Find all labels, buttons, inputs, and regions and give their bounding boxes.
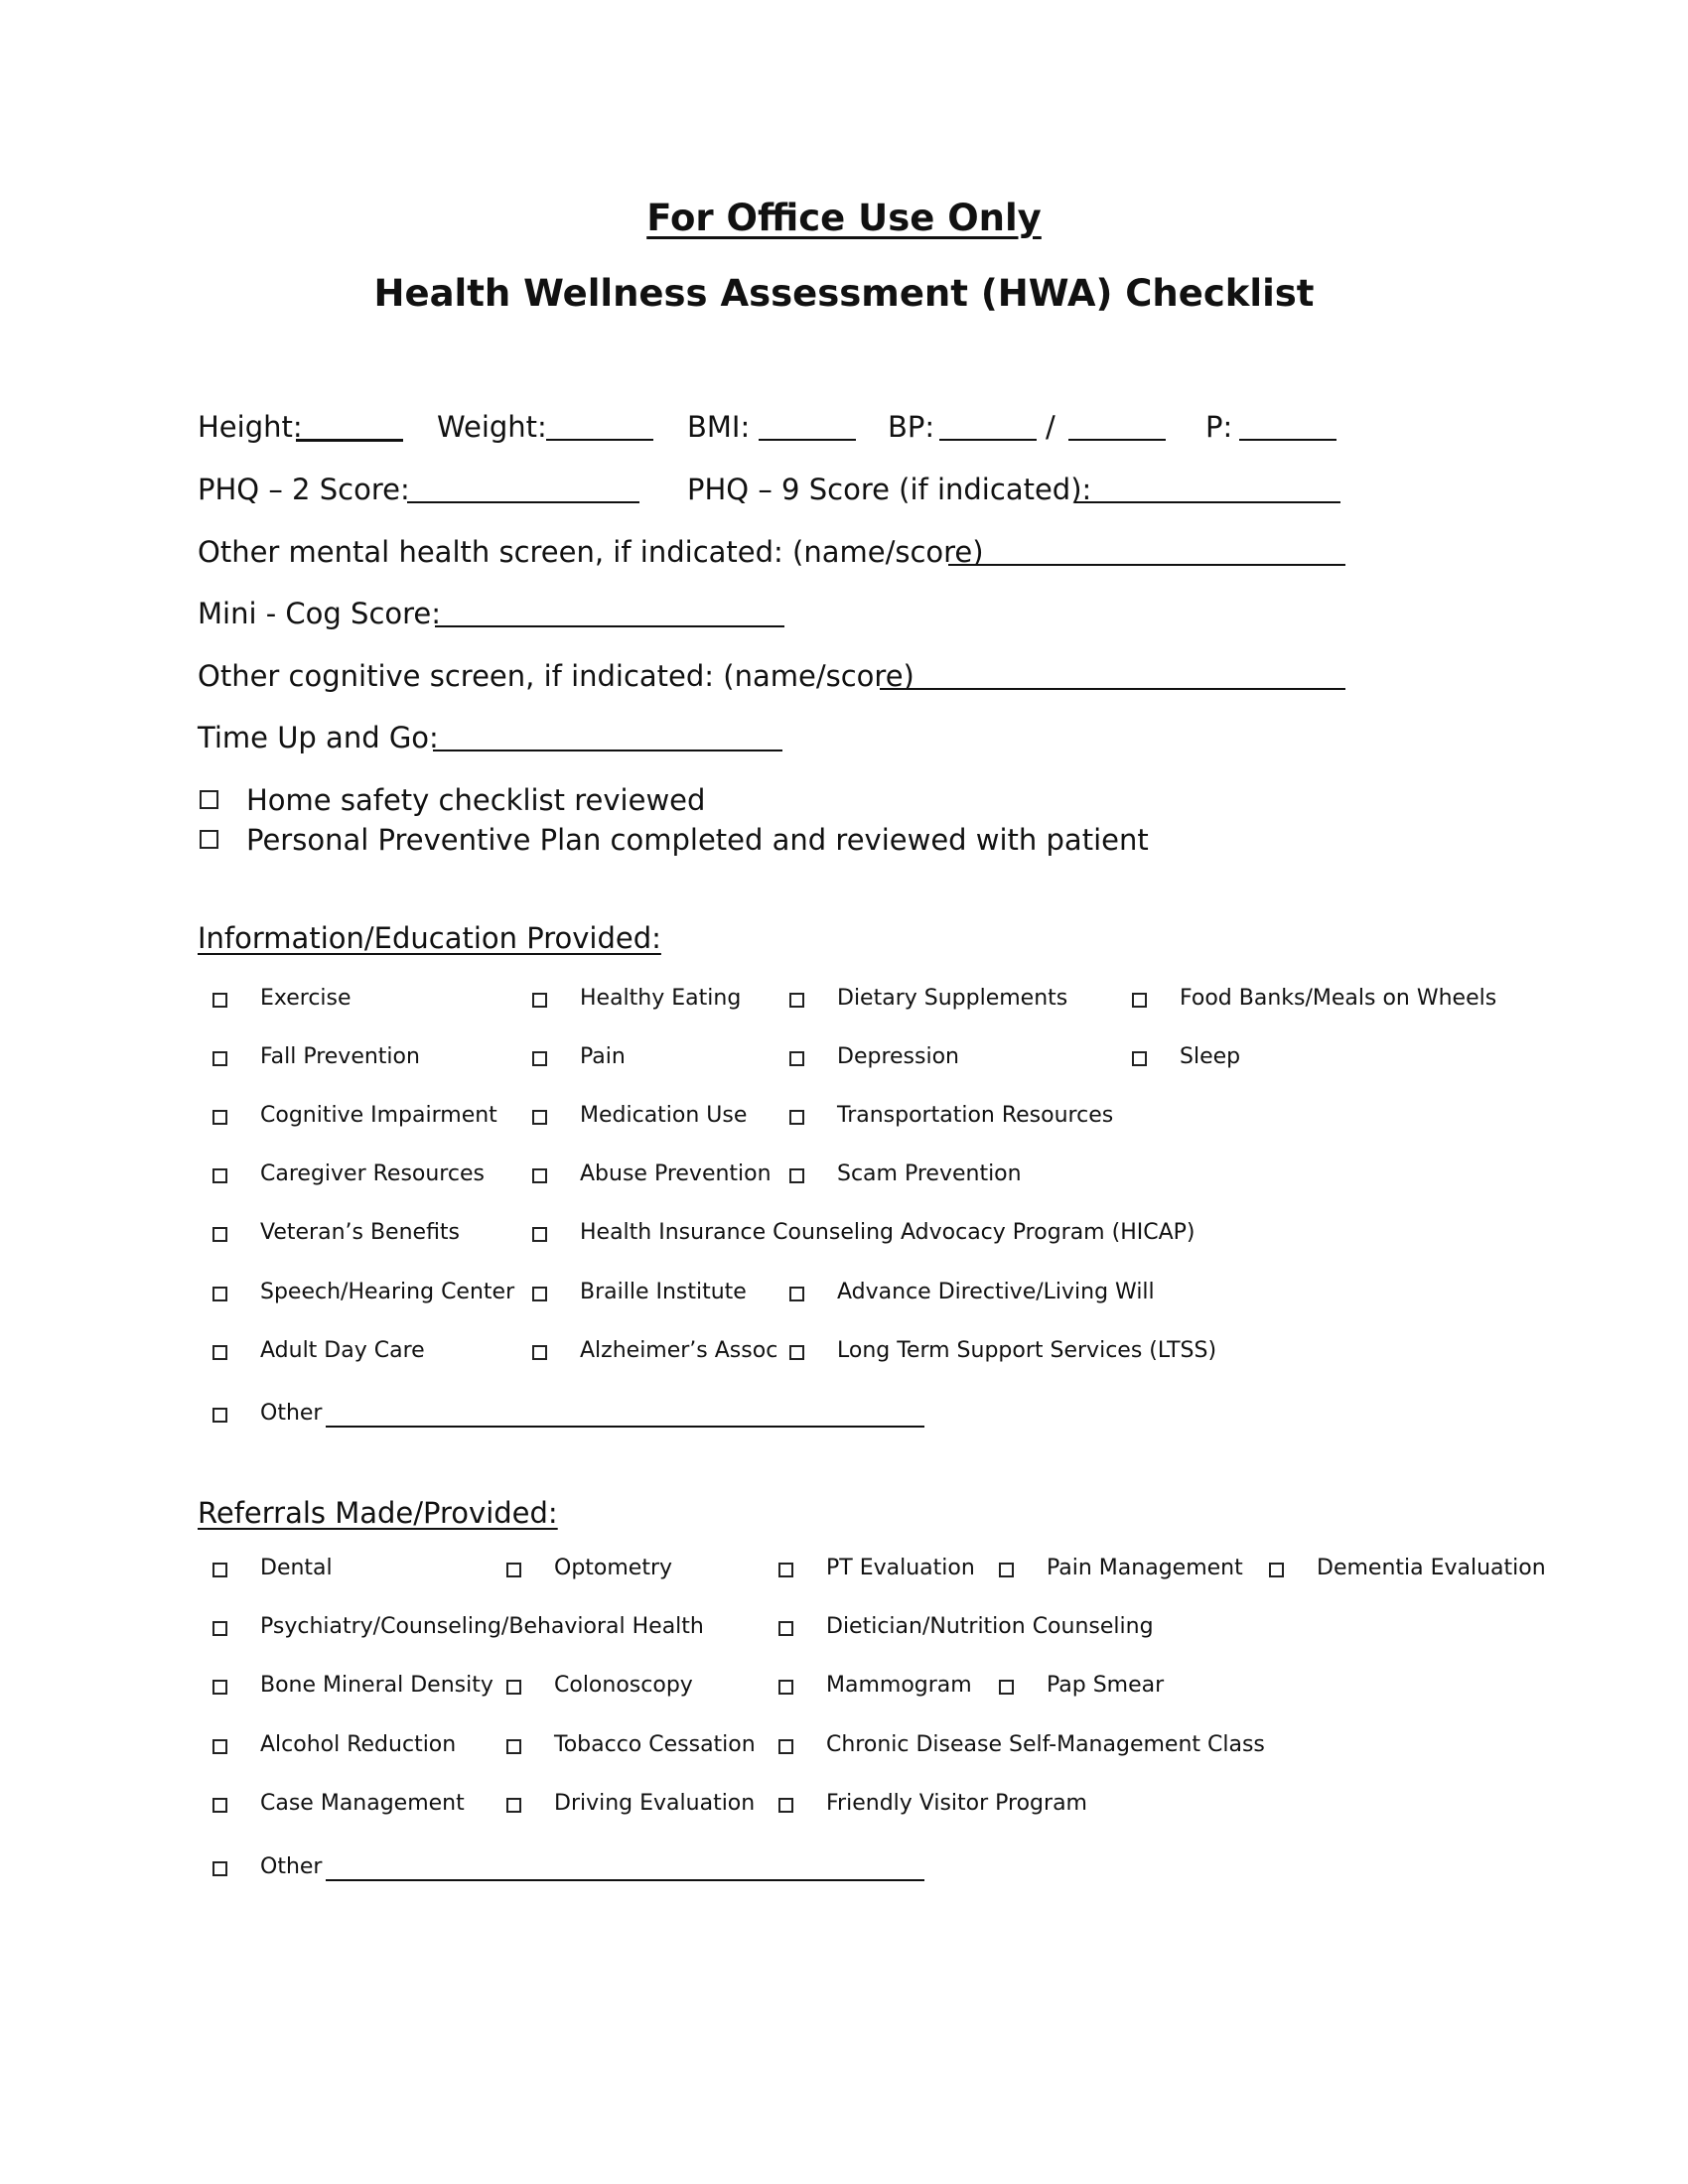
other-mental-label: Other mental health screen, if indicated: (name/score) xyxy=(198,535,984,569)
minicog-field[interactable] xyxy=(435,625,784,627)
education-checkbox-alzheimer-s-assoc[interactable] xyxy=(532,1345,547,1360)
education-label-long-term-support-services-ltss: Long Term Support Services (LTSS) xyxy=(837,1338,1217,1363)
education-label-veteran-s-benefits: Veteran’s Benefits xyxy=(260,1220,461,1245)
minicog-label: Mini - Cog Score: xyxy=(198,597,442,630)
education-checkbox-adult-day-care[interactable] xyxy=(212,1345,227,1360)
referral-checkbox-dental[interactable] xyxy=(212,1563,227,1577)
referral-label-dietician-nutrition-counseling: Dietician/Nutrition Counseling xyxy=(826,1614,1154,1639)
education-checkbox-speech-hearing-center[interactable] xyxy=(212,1287,227,1301)
phq9-field[interactable] xyxy=(1074,501,1340,503)
office-use-title: For Office Use Only xyxy=(646,197,1042,239)
education-other-label: Other xyxy=(260,1401,323,1426)
referral-checkbox-bone-mineral-density[interactable] xyxy=(212,1680,227,1695)
referrals-section-title: Referrals Made/Provided: xyxy=(198,1496,558,1530)
education-checkbox-exercise[interactable] xyxy=(212,993,227,1008)
pulse-label: P: xyxy=(1205,410,1233,444)
referral-label-bone-mineral-density: Bone Mineral Density xyxy=(260,1673,493,1698)
tug-field[interactable] xyxy=(433,750,782,751)
education-label-alzheimer-s-assoc: Alzheimer’s Assoc xyxy=(580,1338,778,1363)
education-label-abuse-prevention: Abuse Prevention xyxy=(580,1161,772,1186)
education-checkbox-dietary-supplements[interactable] xyxy=(789,993,804,1008)
education-checkbox-veteran-s-benefits[interactable] xyxy=(212,1227,227,1242)
referral-checkbox-friendly-visitor-program[interactable] xyxy=(778,1798,793,1813)
referral-checkbox-alcohol-reduction[interactable] xyxy=(212,1739,227,1754)
phq9-label: PHQ – 9 Score (if indicated): xyxy=(687,473,1092,506)
education-label-adult-day-care: Adult Day Care xyxy=(260,1338,425,1363)
other-cognitive-field[interactable] xyxy=(880,688,1345,690)
bp-systolic-field[interactable] xyxy=(939,439,1037,441)
home-safety-checkbox[interactable] xyxy=(200,790,218,809)
education-label-pain: Pain xyxy=(580,1044,626,1069)
referral-label-dementia-evaluation: Dementia Evaluation xyxy=(1317,1556,1546,1580)
phq2-label: PHQ – 2 Score: xyxy=(198,473,410,506)
preventive-plan-checkbox[interactable] xyxy=(200,830,218,849)
education-other-checkbox[interactable] xyxy=(212,1408,227,1423)
referral-label-driving-evaluation: Driving Evaluation xyxy=(554,1791,756,1816)
education-checkbox-scam-prevention[interactable] xyxy=(789,1168,804,1183)
other-mental-field[interactable] xyxy=(948,564,1345,566)
education-label-depression: Depression xyxy=(837,1044,959,1069)
bmi-label: BMI: xyxy=(687,410,751,444)
referral-checkbox-tobacco-cessation[interactable] xyxy=(506,1739,521,1754)
education-checkbox-fall-prevention[interactable] xyxy=(212,1051,227,1066)
education-other-field[interactable] xyxy=(326,1426,924,1428)
referral-other-checkbox[interactable] xyxy=(212,1861,227,1876)
form-title: Health Wellness Assessment (HWA) Checklist xyxy=(373,272,1315,315)
referral-checkbox-dietician-nutrition-counseling[interactable] xyxy=(778,1621,793,1636)
referral-label-chronic-disease-self-management-class: Chronic Disease Self-Management Class xyxy=(826,1732,1265,1757)
home-safety-label: Home safety checklist reviewed xyxy=(246,783,706,817)
referral-label-tobacco-cessation: Tobacco Cessation xyxy=(554,1732,756,1757)
education-checkbox-advance-directive-living-will[interactable] xyxy=(789,1287,804,1301)
education-label-advance-directive-living-will: Advance Directive/Living Will xyxy=(837,1280,1155,1304)
referral-checkbox-dementia-evaluation[interactable] xyxy=(1269,1563,1284,1577)
referral-checkbox-mammogram[interactable] xyxy=(778,1680,793,1695)
education-checkbox-abuse-prevention[interactable] xyxy=(532,1168,547,1183)
preventive-plan-label: Personal Preventive Plan completed and reviewed with patient xyxy=(246,823,1149,857)
bp-separator: / xyxy=(1046,410,1055,444)
pulse-field[interactable] xyxy=(1239,439,1336,441)
weight-label: Weight: xyxy=(437,410,547,444)
education-label-speech-hearing-center: Speech/Hearing Center xyxy=(260,1280,515,1304)
education-label-caregiver-resources: Caregiver Resources xyxy=(260,1161,485,1186)
referral-label-friendly-visitor-program: Friendly Visitor Program xyxy=(826,1791,1087,1816)
education-label-health-insurance-counseling-advocacy-program-hicap: Health Insurance Counseling Advocacy Program (HICAP) xyxy=(580,1220,1196,1245)
education-checkbox-transportation-resources[interactable] xyxy=(789,1110,804,1125)
education-label-transportation-resources: Transportation Resources xyxy=(837,1103,1114,1128)
tug-label: Time Up and Go: xyxy=(198,721,439,754)
referral-label-case-management: Case Management xyxy=(260,1791,465,1816)
bp-label: BP: xyxy=(888,410,935,444)
referral-label-psychiatry-counseling-behavioral-health: Psychiatry/Counseling/Behavioral Health xyxy=(260,1614,704,1639)
referral-other-label: Other xyxy=(260,1854,323,1879)
education-checkbox-braille-institute[interactable] xyxy=(532,1287,547,1301)
bmi-field[interactable] xyxy=(759,439,856,441)
weight-field[interactable] xyxy=(546,439,653,441)
other-cognitive-label: Other cognitive screen, if indicated: (name/score) xyxy=(198,659,914,693)
referral-label-dental: Dental xyxy=(260,1556,333,1580)
education-section-title: Information/Education Provided: xyxy=(198,921,661,955)
education-label-cognitive-impairment: Cognitive Impairment xyxy=(260,1103,497,1128)
referral-checkbox-chronic-disease-self-management-class[interactable] xyxy=(778,1739,793,1754)
education-checkbox-depression[interactable] xyxy=(789,1051,804,1066)
education-label-dietary-supplements: Dietary Supplements xyxy=(837,986,1068,1011)
referral-checkbox-pap-smear[interactable] xyxy=(999,1680,1014,1695)
height-label: Height: xyxy=(198,410,303,444)
referral-checkbox-driving-evaluation[interactable] xyxy=(506,1798,521,1813)
education-checkbox-healthy-eating[interactable] xyxy=(532,993,547,1008)
referral-label-optometry: Optometry xyxy=(554,1556,673,1580)
education-label-sleep: Sleep xyxy=(1180,1044,1241,1069)
referral-label-alcohol-reduction: Alcohol Reduction xyxy=(260,1732,457,1757)
education-label-food-banks-meals-on-wheels: Food Banks/Meals on Wheels xyxy=(1180,986,1497,1011)
referral-label-mammogram: Mammogram xyxy=(826,1673,972,1698)
referral-checkbox-colonoscopy[interactable] xyxy=(506,1680,521,1695)
referral-other-field[interactable] xyxy=(326,1879,924,1881)
education-checkbox-medication-use[interactable] xyxy=(532,1110,547,1125)
phq2-field[interactable] xyxy=(407,501,639,503)
education-checkbox-food-banks-meals-on-wheels[interactable] xyxy=(1132,993,1147,1008)
referral-checkbox-optometry[interactable] xyxy=(506,1563,521,1577)
education-label-medication-use: Medication Use xyxy=(580,1103,748,1128)
referral-checkbox-psychiatry-counseling-behavioral-health[interactable] xyxy=(212,1621,227,1636)
education-label-fall-prevention: Fall Prevention xyxy=(260,1044,420,1069)
bp-diastolic-field[interactable] xyxy=(1068,439,1166,441)
referral-label-pain-management: Pain Management xyxy=(1047,1556,1243,1580)
referral-label-colonoscopy: Colonoscopy xyxy=(554,1673,693,1698)
education-checkbox-pain[interactable] xyxy=(532,1051,547,1066)
referral-label-pt-evaluation: PT Evaluation xyxy=(826,1556,975,1580)
education-checkbox-caregiver-resources[interactable] xyxy=(212,1168,227,1183)
education-checkbox-health-insurance-counseling-advocacy-program-hicap[interactable] xyxy=(532,1227,547,1242)
education-label-exercise: Exercise xyxy=(260,986,352,1011)
education-checkbox-sleep[interactable] xyxy=(1132,1051,1147,1066)
education-label-braille-institute: Braille Institute xyxy=(580,1280,747,1304)
education-checkbox-cognitive-impairment[interactable] xyxy=(212,1110,227,1125)
education-label-scam-prevention: Scam Prevention xyxy=(837,1161,1022,1186)
referral-checkbox-pain-management[interactable] xyxy=(999,1563,1014,1577)
height-field[interactable] xyxy=(296,439,403,442)
referral-checkbox-pt-evaluation[interactable] xyxy=(778,1563,793,1577)
education-checkbox-long-term-support-services-ltss[interactable] xyxy=(789,1345,804,1360)
referral-checkbox-case-management[interactable] xyxy=(212,1798,227,1813)
referral-label-pap-smear: Pap Smear xyxy=(1047,1673,1165,1698)
education-label-healthy-eating: Healthy Eating xyxy=(580,986,742,1011)
